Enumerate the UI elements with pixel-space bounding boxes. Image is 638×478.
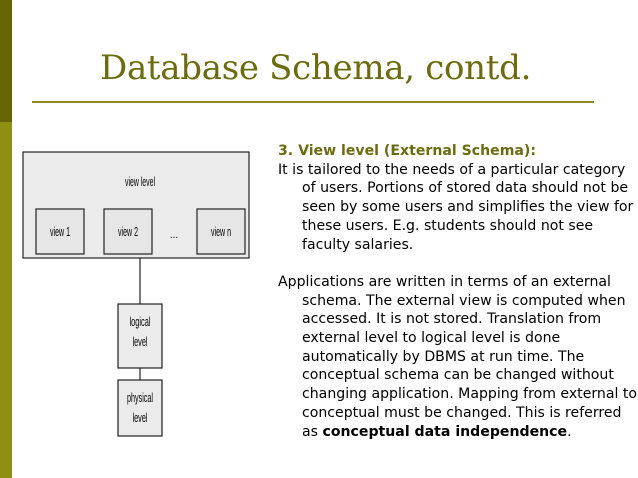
slide-body [278, 142, 638, 441]
sidebar-accent-top [0, 0, 12, 122]
sidebar-accent [0, 0, 12, 478]
logical-label-line2: level [132, 335, 148, 349]
section-heading: 3. View level (External Schema): [278, 143, 536, 159]
paragraph-2 [278, 273, 638, 441]
view-1-label: view 1 [50, 225, 71, 239]
paragraph-gap [278, 254, 638, 273]
physical-level-box [118, 380, 162, 436]
physical-label-line1: physical [127, 391, 153, 405]
view-n-label: view n [211, 225, 232, 239]
schema-levels-diagram [20, 148, 255, 444]
title-divider [32, 101, 594, 103]
view-level-label: view level [125, 175, 155, 189]
slide-title: Database Schema, contd. [100, 48, 532, 88]
ellipsis-label: ... [169, 230, 179, 241]
paragraph-2-end: . [567, 423, 572, 440]
paragraph-2-bold-term: conceptual data independence [322, 423, 568, 440]
paragraph-2-main: Applications are written in terms of an external schema. The external view is computed when accessed. It is not stored. Translation from external level to logical level is done automatically by DBMS at run time. The conceptual schema can be changed without changing application. Mapping from external to conceptual must be changed. This is referred as [278, 273, 638, 440]
view-2-label: view 2 [118, 225, 139, 239]
logical-label-line1: logical [129, 315, 151, 329]
paragraph-1: It is tailored to the needs of a particular category of users. Portions of stored data should not be seen by some users and simplifies the view for these users. E.g. students should not see faculty salaries. [278, 161, 634, 253]
physical-label-line2: level [132, 411, 148, 425]
